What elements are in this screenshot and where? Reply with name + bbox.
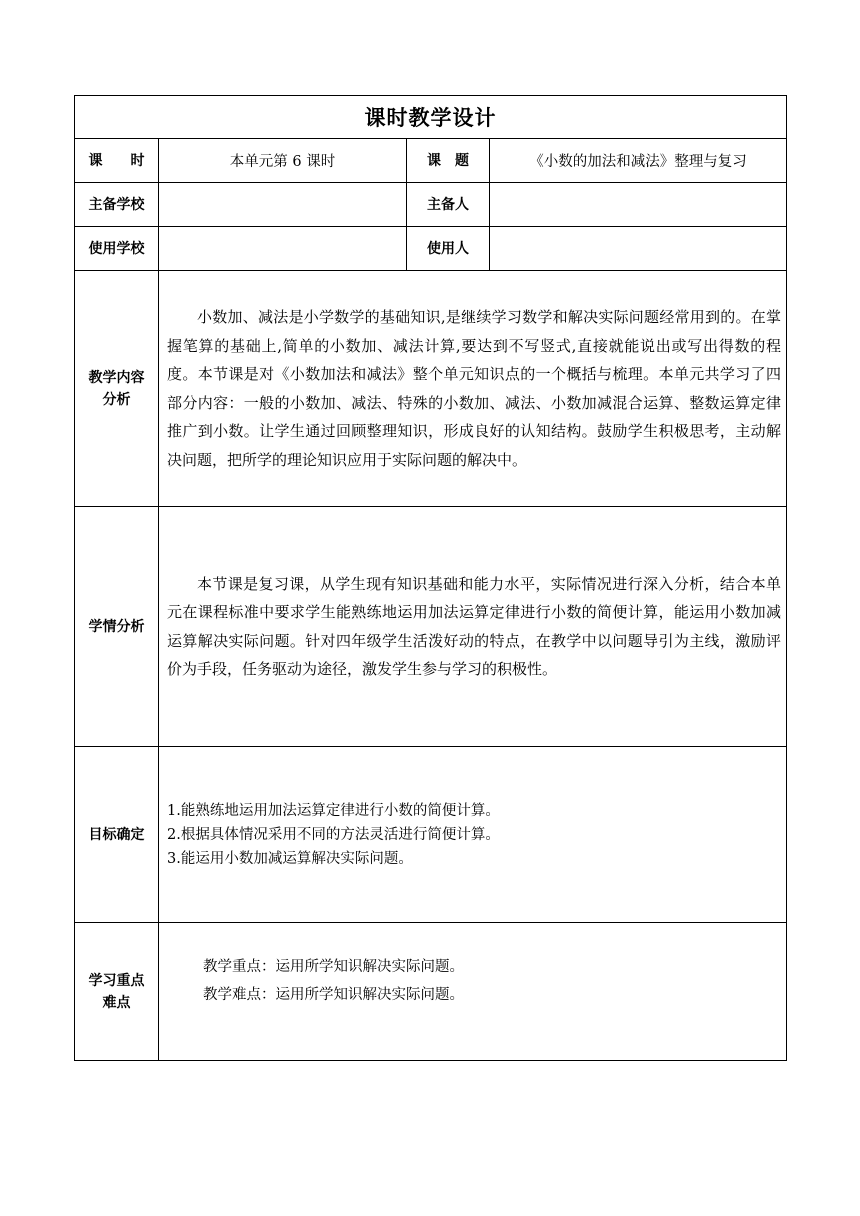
goal-item: 2.根据具体情况采用不同的方法灵活进行简便计算。 <box>167 826 500 843</box>
content-analysis-text: 小数加、减法是小学数学的基础知识,是继续学习数学和解决实际问题经常用到的。在掌握笔算的基础上,简单的小数加、减法计算,要达到不写竖式,直接就能说出或写出得数的程度。本节课是对《小数加法和减法》整个单元知识点的一个概括与梳理。本单元共学习了四部分内容：一般的小数加、减法、特殊的小数加、减法、小数加减混合运算、整数运算定律推广到小数。让学生通过回顾整理知识，形成良好的认知结构。鼓励学生积极思考，主动解决问题，把所学的理论知识应用于实际问题的解决中。 <box>159 271 787 507</box>
topic-value: 《小数的加法和减法》整理与复习 <box>490 139 787 183</box>
preparer-label: 主备人 <box>407 183 490 227</box>
content-analysis-label: 教学内容 分析 <box>75 271 159 507</box>
student-analysis-label: 学情分析 <box>75 507 159 747</box>
user-label: 使用人 <box>407 227 490 271</box>
document-title: 课时教学设计 <box>75 96 787 139</box>
lesson-design-table <box>74 95 787 1061</box>
lesson-value: 本单元第 6 课时 <box>159 139 407 183</box>
school-value <box>159 183 407 227</box>
goals-label: 目标确定 <box>75 747 159 923</box>
key-points-label: 学习重点 难点 <box>75 923 159 1061</box>
teaching-focus: 教学重点：运用所学知识解决实际问题。 <box>203 959 464 975</box>
topic-label: 课 题 <box>407 139 490 183</box>
key-points-text <box>159 923 787 1061</box>
teaching-difficulty: 教学难点：运用所学知识解决实际问题。 <box>203 987 464 1003</box>
goal-item: 3.能运用小数加减运算解决实际问题。 <box>167 850 413 867</box>
user-school-label: 使用学校 <box>75 227 159 271</box>
goals-list <box>159 747 787 923</box>
student-analysis-text: 本节课是复习课，从学生现有知识基础和能力水平，实际情况进行深入分析，结合本单元在课程标准中要求学生能熟练地运用加法运算定律进行小数的简便计算，能运用小数加减运算解决实际问题。针对四年级学生活泼好动的特点，在教学中以问题导引为主线，激励评价为手段，任务驱动为途径，激发学生参与学习的积极性。 <box>159 507 787 747</box>
school-label: 主备学校 <box>75 183 159 227</box>
user-value <box>490 227 787 271</box>
lesson-label: 课 时 <box>75 139 159 183</box>
goal-item: 1.能熟练地运用加法运算定律进行小数的简便计算。 <box>167 802 500 819</box>
preparer-value <box>490 183 787 227</box>
user-school-value <box>159 227 407 271</box>
